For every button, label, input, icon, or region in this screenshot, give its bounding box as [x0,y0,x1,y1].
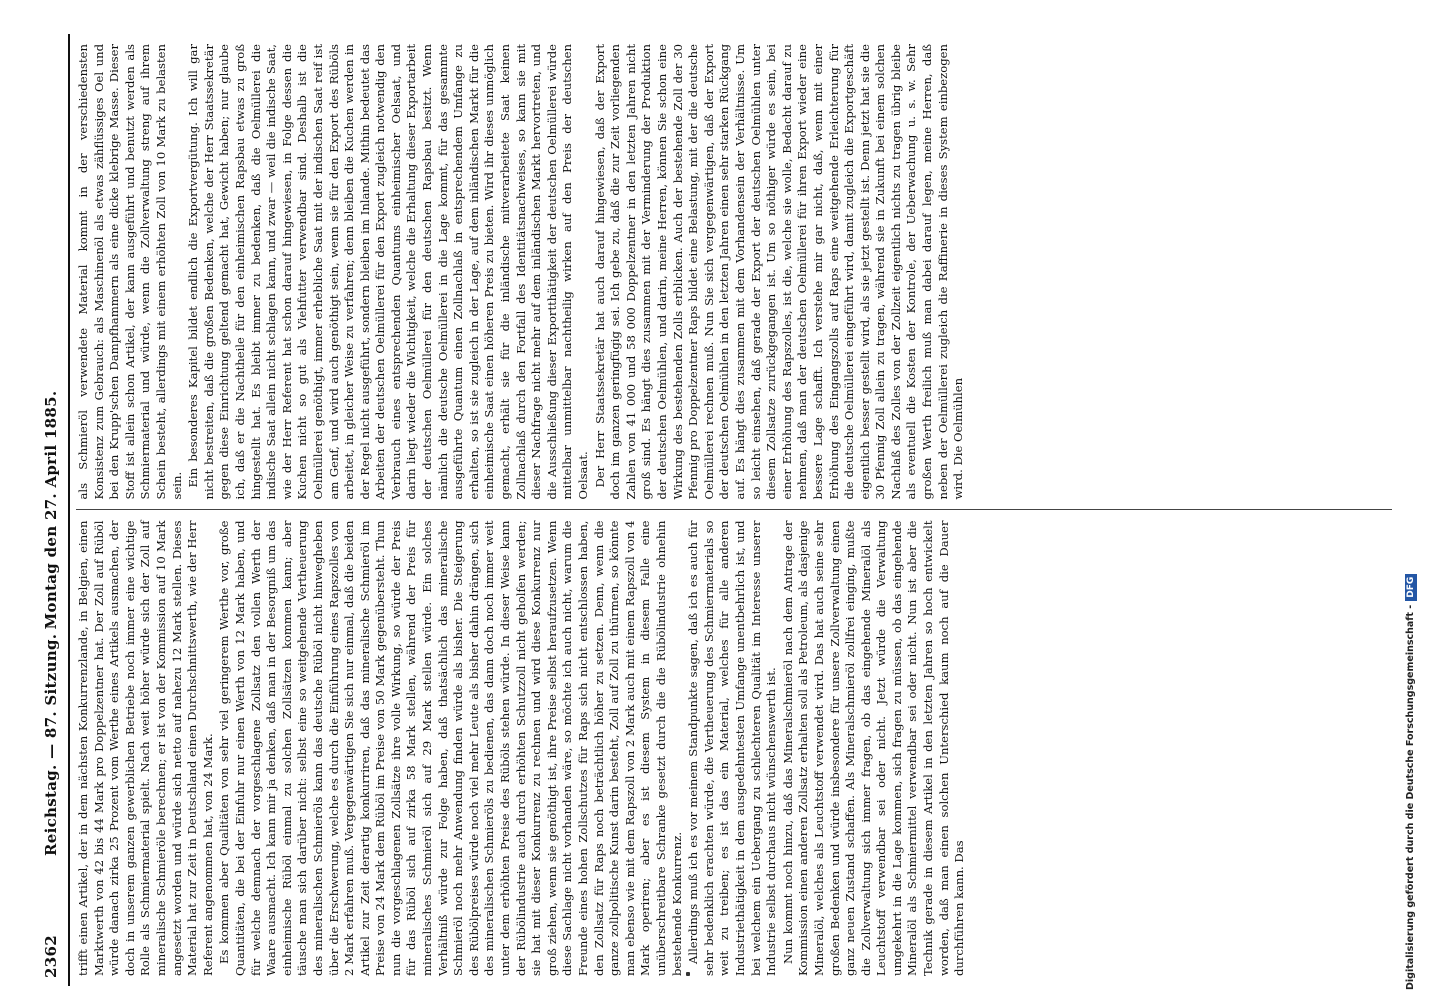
header-date: Montag den 27. April 1885. [42,390,60,630]
paragraph: Es kommen aber Qualitäten von sehr viel geringerem Werthe vor, große Quantitäten, die bei der Einfuhr nur einen Werth von 12 Mark haben, und für welche demnach der vorgeschlagene Zollsatz den vollen Werth der Waare ausmacht. Ich kann mir ja denken, daß man in der Besorgniß um das einheimische Rüböl einmal zu solchen Zollsätzen kommen kann; aber täusche man sich darüber nicht: selbst eine so weitgehende Vertheuerung des mineralischen Schmieröls kann das deutsche Rüböl nicht hinwegheben über die Erschwerung, welche es durch die Einführung eines Rapszolles von 2 Mark erfahren muß. Vergegenwärtigen Sie sich nur einmal, daß die beiden Artikel zur Zeit derartig konkurriren, daß das mineralische Schmieröl im Preise von 24 Mark dem Rüböl im Preise von 50 Mark gegenübersteht. Thun nun die vorgeschlagenen Zollsätze ihre volle Wirkung, so würde der Preis für das Rüböl sich auf zirka 58 Mark stellen, während der Preis für mineralisches Schmieröl sich auf 29 Mark stellen würde. Ein solches Verhältniß würde zur Folge haben, daß thatsächlich das mineralische Schmieröl noch mehr Anwendung finden würde als bisher. Die Steigerung des Rübölpreises würde noch viel mehr Leute als bisher dahin drängen, sich des mineralischen Schmieröls zu bedienen, das dann doch noch immer weit unter dem erhöhten Preise des Rüböls stehen würde. In dieser Weise kann der Rübölindustrie auch durch erhöhten Schutzzoll nicht geholfen werden; sie hat mit dieser Konkurrenz zu rechnen und wird diese Konkurrenz nur groß ziehen, wenn sie genöthigt ist, ihre Preise selbst heraufzusetzen. Wenn diese Sachlage nicht vorhanden wäre, so möchte ich auch nicht, warum die Freunde eines hohen Zollschutzes für Raps sich nicht entschlossen haben, den Zollsatz für Raps noch beträchtlich höher zu setzen. Denn, wenn die ganze zollpolitische Kunst darin besteht, Zoll auf Zoll zu thürmen, so könnte man ebenso wie mit dem Rapszoll von 2 Mark auch mit einem Rapszoll von 4 Mark operiren; aber es ist diesem System in diesem Falle eine unüberschreitbare Schranke gesetzt durch die die Rübölindustrie ohnehin bestehende Konkurrenz. [217,520,684,976]
column-right [76,34,1392,510]
paragraph: Der Herr Staatssekretär hat auch darauf hingewiesen, daß der Export doch im ganzen geringfügig sei. Ich gebe zu, daß die zur Zeit vorliegenden Zahlen von 41 000 und 58 000 Doppelzentner in den letzten Jahren nicht groß sind. Es hängt dies zusammen mit der Verminderung der Produktion der deutschen Oelmühlen, und darin, meine Herren, können Sie schon eine Wirkung des bestehenden Zolls erblicken. Auch der bestehende Zoll der 30 Pfennig pro Doppelzentner Raps bildet eine Belastung, mit der die deutsche Oelmüllerei rechnen muß. Nun Sie sich vergegenwärtigen, daß der Export der deutschen Oelmühlen in den letzten Jahren einen sehr starken Rückgang auf. Es hängt dies zusammen mit dem Vorhandensein der Verhältnisse. Um so leicht einsehen, daß gerade der Export der deutschen Oelmühlen unter diesem Zollsatze zurückgegangen ist. Um so nöthiger würde es sein, bei einer Erhöhung des Rapszolles, ist die, welche sie wolle, Bedacht darauf zu nehmen, daß man der deutschen Oelmüllerei für ihren Export wieder eine bessere Lage schafft. Ich verstehe mir gar nicht, daß, wenn mit einer Erhöhung des Eingangszolls auf Raps eine weitgehende Erleichterung für die deutsche Oelmüllerei eingeführt wird, damit zugleich die Exportgeschäft eigentlich besser gestellt wird, als sie jetzt gestellt ist. Denn jetzt hat sie die 30 Pfennig Zoll allein zu tragen, während sie in Zukunft bei einem solchen Nachlaß des Zolles von der Zollzeit eigentlich nichts zu tragen übrig bleibe als eventuell die Kosten der Kontrole, der Ueberwachung u. s. w. Sehr großen Werth freilich muß man dabei darauf legen, meine Herren, daß neben der Oelmüllerei zugleich die Raffinerie in dieses System einbezogen wird. Die Oelmühlen [592,44,966,500]
paragraph: Allerdings muß ich es vor meinem Standpunkte sagen, daß ich es auch für sehr bedenklich erachten würde, die Vertheuerung des Schmiermaterials so weit zu treiben; es ist das ein Material, welches für alle anderen Industriethätigkeit in dem ausgedehntesten Umfange unentbehrlich ist, und bei welchem ein Uebergang zu schlechteren Qualität im Interesse unserer Industrie selbst durchaus nicht wünschenswerth ist. [686,520,779,976]
paragraph: trifft einen Artikel, der in dem nächsten Konkurrenzlande, in Belgien, einen Marktwerth von 42 bis 44 Mark pro Doppelzentner hat. Der Zoll auf Rüböl würde danach zirka 25 Prozent vom Werthe eines Artikels ausmachen, der doch in unserem ganzen gewerblichen Betriebe noch immer eine wichtige Rolle als Schmiermaterial spielt. Nach weit höher würde sich der Zoll auf mineralische Schmieröle berechnen; er ist von der Kommission auf 10 Mark angesetzt worden und würde sich netto auf nahezu 12 Mark stellen. Dieses Material hat zur Zeit in Deutschland einen Durchschnittswerth, wie der Herr Referent angenommen hat, von 24 Mark. [76,520,215,976]
digitization-text: Digitalisierung gefördert durch die Deutsche Forschungsgemeinschaft - [1405,604,1416,990]
page-number: 2362 [42,935,60,978]
column-left [76,511,1392,987]
page-header [38,34,70,986]
text-columns [76,34,1392,986]
header-session: Reichstag. — 87. Sitzung. [42,633,60,856]
dfg-logo: DFG [1405,574,1417,601]
scan-speck [686,972,690,976]
paragraph: Ein besonderes Kapitel bildet endlich die Exportvergütung. Ich will gar nicht bestreiten, daß die großen Bedenken, welche der Herr Staatssekretär gegen diese Einrichtung geltend gemacht hat, Gewicht haben; nur glaube ich, daß er die Nachtheile für den einheimischen Rapsbau etwas zu groß hingestellt hat. Es bleibt immer zu bedenken, daß die Oelmüllerei die indische Saat allein nicht schlagen kann, und zwar — weil die indische Saat, wie der Herr Referent hat schon darauf hingewiesen, in Folge dessen die Kuchen nicht so gut als Viehfutter verwendbar sind. Deshalb ist die Oelmüllerei genöthigt, immer erhebliche Saat mit der indischen Saat reif ist am Genf, und wird auch genöthigt sein, wenn sie für den Export des Rüböls arbeitet, in gleicher Weise zu verfahren; denn bleiben die Kuchen werden in der Regel nicht ausgeführt, sondern bleiben im Inlande. Mithin bedeutet das Arbeiten der deutschen Oelmüllerei für den Export zugleich notwendig den Verbrauch eines entsprechenden Quantums einheimischer Oelsaat, und darin liegt wieder die Wichtigkeit, welche die Erhaltung dieser Exportarbeit der deutschen Oelmüllerei für den deutschen Rapsbau besitzt. Wenn nämlich die deutsche Oelmüllerei in die Lage kommt, für das gesammte ausgeführte Quantum einen Zollnachlaß in entsprechendem Umfange zu erhalten, so ist sie zugleich in der Lage, auf dem inländischen Markt für die einheimische Saat einen höheren Preis zu bieten. Wird ihr dieses unmöglich gemacht, erhält sie für die inländische mitverarbeitete Saat keinen Zollnachlaß durch den Fortfall des Identitätsnachweises, so kann sie mit dieser Nachfrage nicht mehr auf dem inländischen Markt hervortreten, und die Ausschließung dieser Exportthätigkeit der deutschen Oelmüllerei würde mittelbar unmittelbar nachtheilig wirken auf den Preis der deutschen Oelsaat. [186,44,590,500]
dfg-digitization-note [1405,10,1417,990]
paragraph: Nun kommt noch hinzu, daß das Mineralschmieröl nach dem Antrage der Kommission einen anderen Zollsatz erhalten soll als Petroleum, als dasjenige Mineralöl, welches als Leuchtstoff verwendet wird. Das hat auch seine sehr großen Bedenken und würde insbesondere für unsere Zollverwaltung einen ganz neuen Zustand schaffen. Als Mineralschmieröl zollfrei einging, mußte die Zollverwaltung sich immer fragen, ob das eingehende Mineralöl als Leuchtstoff verwendbar sei oder nicht. Jetzt würde die Verwaltung umgekehrt in die Lage kommen, sich fragen zu müssen, ob das eingehende Mineralöl als Schmiermittel verwendbar sei oder nicht. Nun ist aber die Technik gerade in diesem Artikel in den letzten Jahren so hoch entwickelt worden, daß man einen solchen Unterschied kaum noch auf die Dauer durchführen kann. Das [780,520,967,976]
column-divider [76,510,1392,511]
document-page [32,20,1402,1000]
paragraph: als Schmieröl verwendete Material kommt in der verschiedensten Konsistenz zum Gebrauch: als Maschinenöl als etwas zähflüssiges Oel und bei den Krupp'schen Dampfhammern als eine dicke klebrige Masse. Dieser Stoff ist allein schon Artikel, der kann ausgeführt und benutzt werden als Schmiermaterial und würde, wenn die Zollverwaltung streng auf ihrem Schein besteht, allerdings mit einem erhöhten Zoll von 10 Mark zu belasten sein. [76,44,184,500]
